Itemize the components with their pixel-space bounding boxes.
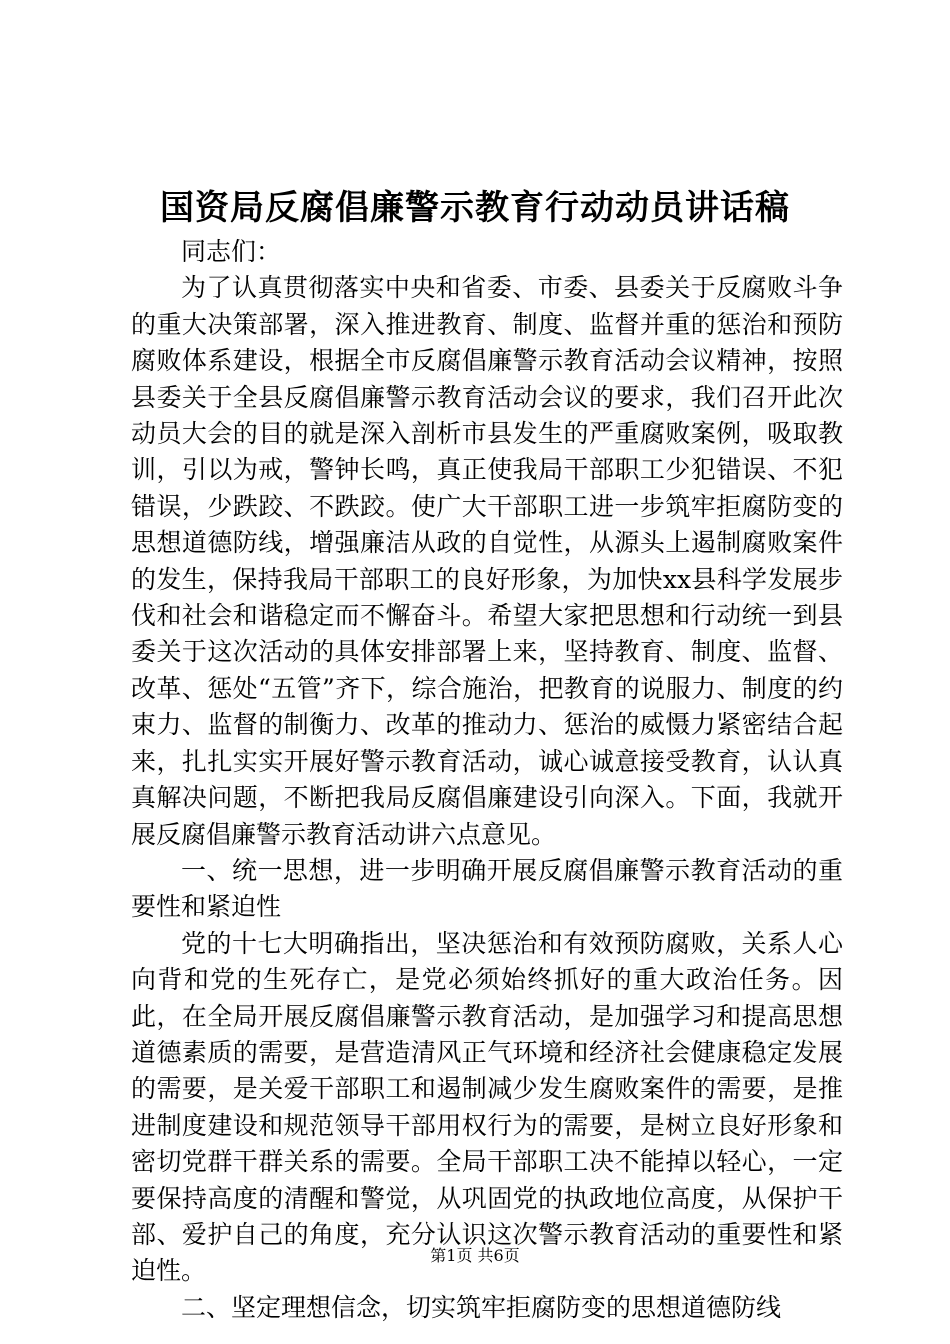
section-heading-1: 一、统一思想，进一步明确开展反腐倡廉警示教育活动的重要性和紧迫性 — [131, 855, 843, 922]
paragraph-intro: 为了认真贯彻落实中央和省委、市委、县委关于反腐败斗争的重大决策部署，深入推进教育、制度、监督并重的惩治和预防腐败体系建设，根据全市反腐倡廉警示教育活动会议精神，按照县委关于全县反腐倡廉警示教育活动会议的要求，我们召开此次动员大会的目的就是深入剖析市县发生的严重腐败案例，吸取教训，引以为戒，警钟长鸣，真正使我局干部职工少犯错误、不犯错误，少跌跤、不跌跤。使广大干部职工进一步筑牢拒腐防变的思想道德防线，增强廉洁从政的自觉性，从源头上遏制腐败案件的发生，保持我局干部职工的良好形象，为加快xx县科学发展步伐和社会和谐稳定而不懈奋斗。希望大家把思想和行动统一到县委关于这次活动的具体安排部署上来，坚持教育、制度、监督、改革、惩处“五管”齐下，综合施治，把教育的说服力、制度的约束力、监督的制衡力、改革的推动力、惩治的威慑力紧密结合起来，扎扎实实开展好警示教育活动，诚心诚意接受教育，认认真真解决问题，不断把我局反腐倡廉建设引向深入。下面，我就开展反腐倡廉警示教育活动讲六点意见。 — [131, 273, 843, 849]
salutation: 同志们： — [181, 237, 282, 266]
page-footer: 第1页 共6页 — [430, 1246, 520, 1265]
document-body — [131, 234, 843, 1326]
paragraph-section-1: 党的十七大明确指出，坚决惩治和有效预防腐败，关系人心向背和党的生死存亡，是党必须始终抓好的重大政治任务。因此，在全局开展反腐倡廉警示教育活动，是加强学习和提高思想道德素质的需要，是营造清风正气环境和经济社会健康稳定发展的需要，是关爱干部职工和遏制减少发生腐败案件的需要，是推进制度建设和规范领导干部用权行为的需要，是树立良好形象和密切党群干群关系的需要。全局干部职工决不能掉以轻心，一定要保持高度的清醒和警觉，从巩固党的执政地位高度，从保护干部、爱护自己的角度，充分认识这次警示教育活动的重要性和紧迫性。 — [131, 928, 843, 1286]
section-heading-2: 二、坚定理想信念，切实筑牢拒腐防变的思想道德防线 — [181, 1292, 782, 1322]
document-title: 国资局反腐倡廉警示教育行动动员讲话稿 — [160, 188, 790, 228]
